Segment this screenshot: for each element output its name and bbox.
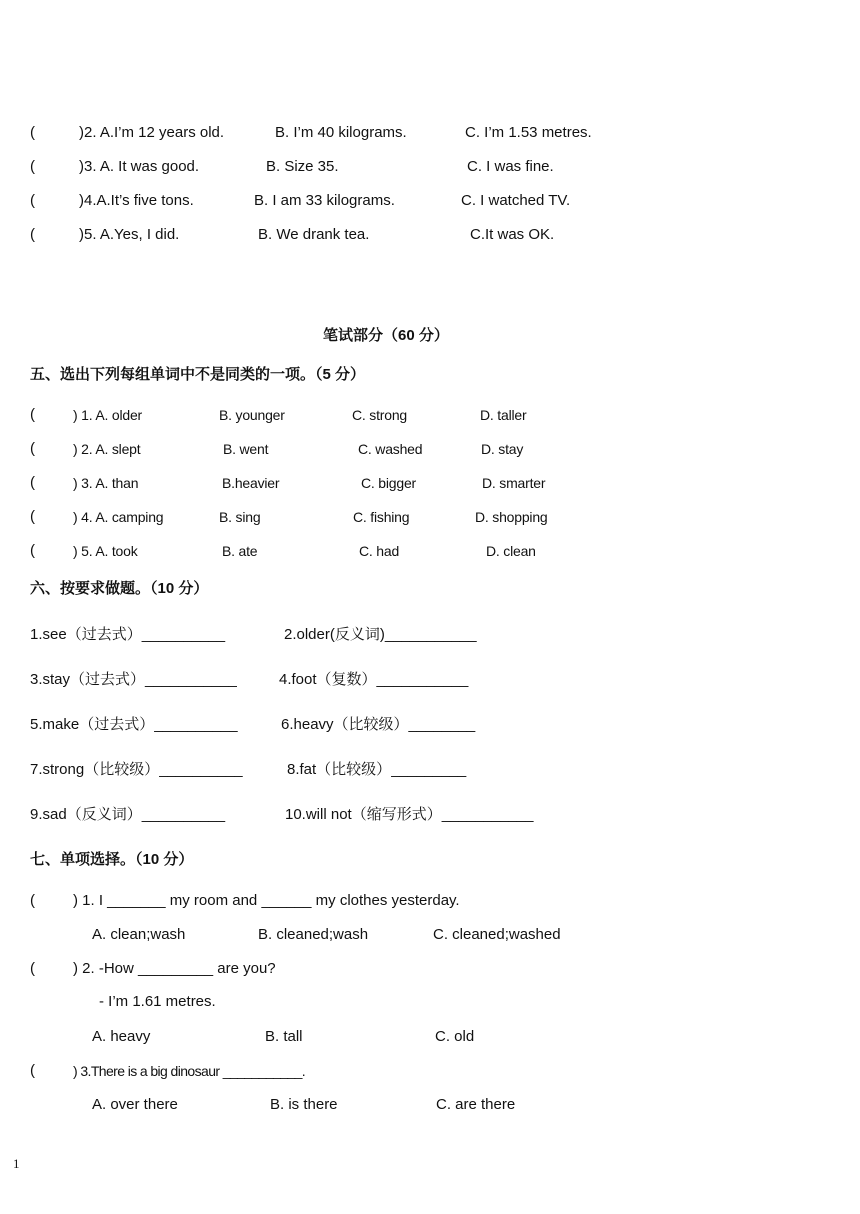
question-3-option-c: C. I was fine. [467, 158, 554, 175]
s6-item-9: 9.sad（反义词）__________ [30, 806, 226, 823]
answer-bracket: ( [30, 1062, 35, 1079]
answer-bracket: ( [30, 508, 35, 525]
s7-q2-stem: ) 2. -How _________ are you? [73, 960, 276, 977]
s5-q5-option-a: ) 5. A. took [73, 543, 138, 559]
s5-q3-option-d: D. smarter [482, 475, 546, 491]
s5-q3-option-b: B.heavier [222, 475, 280, 491]
s7-q3-option-a: A. over there [92, 1096, 178, 1113]
s5-q2-option-a: ) 2. A. slept [73, 441, 141, 457]
s5-q4-option-a: ) 4. A. camping [73, 509, 164, 525]
s6-item-10: 10.will not（缩写形式）___________ [285, 806, 534, 823]
question-4-option-a: )4.A.It’s five tons. [79, 192, 194, 209]
question-2-option-b: B. I’m 40 kilograms. [275, 124, 407, 141]
s7-q1-option-b: B. cleaned;wash [258, 926, 369, 943]
s6-item-5: 5.make（过去式）__________ [30, 716, 238, 733]
question-4-option-b: B. I am 33 kilograms. [254, 192, 395, 209]
s7-q1-option-c: C. cleaned;washed [433, 926, 561, 943]
page-number: 1 [13, 1156, 20, 1171]
s5-q5-option-c: C. had [359, 543, 400, 559]
s5-q5-option-d: D. clean [486, 543, 536, 559]
answer-bracket: ( [30, 158, 35, 175]
answer-bracket: ( [30, 440, 35, 457]
answer-bracket: ( [30, 124, 35, 141]
s5-q4-option-c: C. fishing [353, 509, 410, 525]
s5-q2-option-c: C. washed [358, 441, 423, 457]
s5-q5-option-b: B. ate [222, 543, 258, 559]
answer-bracket: ( [30, 406, 35, 423]
s5-q4-option-b: B. sing [219, 509, 261, 525]
s6-item-2: 2.older(反义词)___________ [284, 626, 477, 643]
question-5-option-c: C.It was OK. [470, 226, 555, 243]
answer-bracket: ( [30, 226, 35, 243]
s6-item-3: 3.stay（过去式）___________ [30, 671, 237, 688]
section-6-heading: 六、按要求做题。（10 分） [30, 580, 209, 597]
answer-bracket: ( [30, 542, 35, 559]
answer-bracket: ( [30, 192, 35, 209]
s6-item-7: 7.strong（比较级）__________ [30, 761, 243, 778]
s7-q3-option-b: B. is there [270, 1096, 338, 1113]
written-part-title: 笔试部分（60 分） [323, 327, 449, 344]
section-5-heading: 五、选出下列每组单词中不是同类的一项。（5 分） [30, 366, 366, 383]
s5-q1-option-a: ) 1. A. older [73, 407, 142, 423]
section-7-heading: 七、单项选择。（10 分） [30, 851, 194, 868]
question-4-option-c: C. I watched TV. [461, 192, 571, 209]
s6-item-1: 1.see（过去式）__________ [30, 626, 226, 643]
answer-bracket: ( [30, 960, 35, 977]
s7-q3-option-c: C. are there [436, 1096, 516, 1113]
s5-q1-option-b: B. younger [219, 407, 285, 423]
s7-q1-stem: ) 1. I _______ my room and ______ my clothes yesterday. [73, 892, 460, 909]
question-2-option-a: )2. A.I’m 12 years old. [79, 124, 225, 141]
s5-q4-option-d: D. shopping [475, 509, 548, 525]
s7-q2-option-b: B. tall [265, 1028, 303, 1045]
s5-q1-option-d: D. taller [480, 407, 527, 423]
s6-item-6: 6.heavy（比较级）________ [281, 716, 476, 733]
s5-q2-option-d: D. stay [481, 441, 524, 457]
s7-q1-option-a: A. clean;wash [92, 926, 186, 943]
s7-q2-reply: - I’m 1.61 metres. [99, 993, 216, 1010]
s7-q2-option-c: C. old [435, 1028, 475, 1045]
s6-item-4: 4.foot（复数）___________ [279, 671, 469, 688]
question-3-option-a: )3. A. It was good. [79, 158, 200, 175]
answer-bracket: ( [30, 474, 35, 491]
question-3-option-b: B. Size 35. [266, 158, 339, 175]
s5-q2-option-b: B. went [223, 441, 269, 457]
s7-q2-option-a: A. heavy [92, 1028, 151, 1045]
s5-q3-option-c: C. bigger [361, 475, 417, 491]
s5-q1-option-c: C. strong [352, 407, 407, 423]
answer-bracket: ( [30, 892, 35, 909]
s5-q3-option-a: ) 3. A. than [73, 475, 139, 491]
s7-q3-stem: ) 3.There is a big dinosaur ___________. [73, 1063, 306, 1079]
question-5-option-b: B. We drank tea. [258, 226, 370, 243]
s6-item-8: 8.fat（比较级）_________ [287, 761, 467, 778]
question-5-option-a: )5. A.Yes, I did. [79, 226, 180, 243]
question-2-option-c: C. I’m 1.53 metres. [465, 124, 592, 141]
